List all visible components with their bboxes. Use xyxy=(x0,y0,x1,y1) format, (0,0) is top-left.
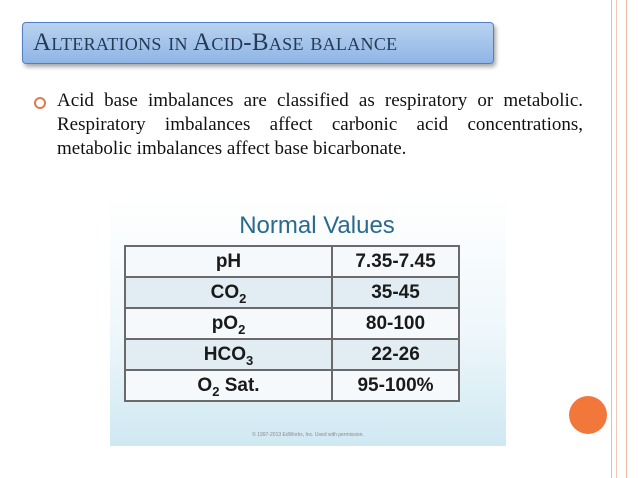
normal-values-table xyxy=(124,245,460,402)
value-cell: 80-100 xyxy=(332,308,459,339)
copyright-text: © 1997-2013 EdWorks, Inc. Used with permission. xyxy=(252,432,364,438)
param-cell: $pO_2$ xyxy=(125,308,332,339)
decorative-circle xyxy=(569,396,607,434)
table-row xyxy=(125,277,459,308)
param-cell: pH xyxy=(125,246,332,277)
value-cell: 7.35-7.45 xyxy=(332,246,459,277)
value-cell: 22-26 xyxy=(332,339,459,370)
value-cell: 95-100% xyxy=(332,370,459,401)
table-row xyxy=(125,370,459,401)
normal-values-image xyxy=(110,196,506,446)
table-row xyxy=(125,246,459,277)
slide-title: Alterations in Acid-Base balance xyxy=(33,29,398,56)
figure-title: Normal Values xyxy=(239,212,395,239)
table-row xyxy=(125,339,459,370)
decorative-line xyxy=(626,0,627,478)
param-cell: $O_2$ Sat. xyxy=(125,370,332,401)
title-box xyxy=(22,22,494,64)
bullet-text: Acid base imbalances are classified as respiratory or metabolic. Respiratory imbalances affect carbonic acid concentrations, metabolic imbalances affect base bicarbonate. xyxy=(57,90,583,159)
param-cell: $CO_2$ xyxy=(125,277,332,308)
decorative-line xyxy=(611,0,612,478)
param-cell: $HCO_3$ xyxy=(125,339,332,370)
table-row xyxy=(125,308,459,339)
decorative-line xyxy=(616,0,617,478)
bullet-ring-icon xyxy=(34,97,46,109)
value-cell: 35-45 xyxy=(332,277,459,308)
